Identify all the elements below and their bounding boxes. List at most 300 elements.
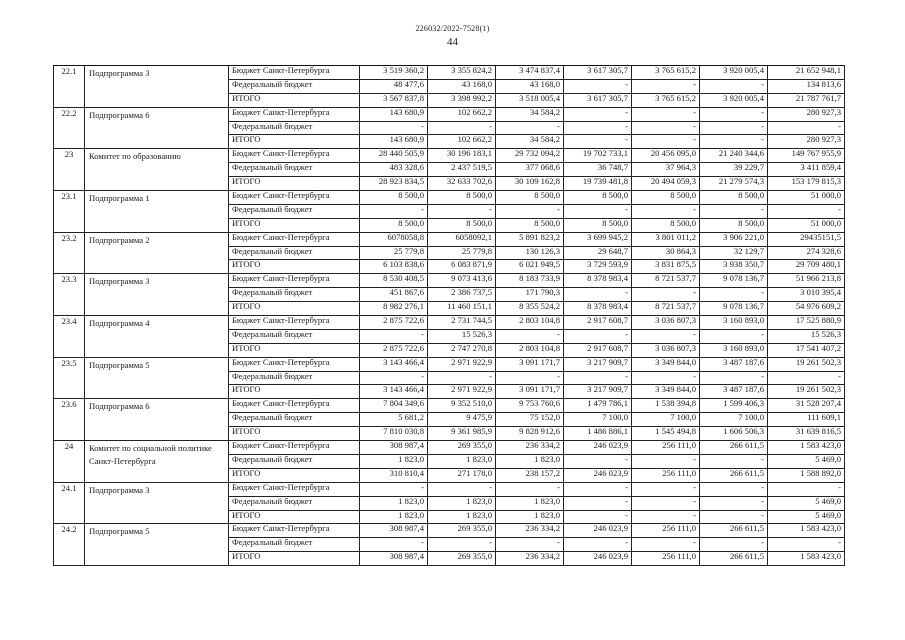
funding-source: Бюджет Санкт-Петербурга xyxy=(229,274,360,288)
value-cell: - xyxy=(564,510,632,524)
value-cell: 3 906 221,0 xyxy=(700,232,768,246)
value-cell: - xyxy=(632,204,700,218)
value-cell: - xyxy=(700,135,768,149)
funding-source: ИТОГО xyxy=(229,427,360,441)
value-cell: 5 891 823,2 xyxy=(496,232,564,246)
budget-table xyxy=(53,65,845,566)
funding-source: Федеральный бюджет xyxy=(229,538,360,552)
funding-source: ИТОГО xyxy=(229,552,360,566)
total-value-cell: 153 179 815,3 xyxy=(768,177,845,191)
value-cell: 9 361 985,9 xyxy=(428,427,496,441)
value-cell: 29 648,7 xyxy=(564,246,632,260)
value-cell: 1 823,0 xyxy=(360,496,428,510)
value-cell: 256 111,0 xyxy=(632,524,700,538)
value-cell: 2 731 744,5 xyxy=(428,316,496,330)
value-cell: - xyxy=(564,79,632,93)
funding-source: Бюджет Санкт-Петербурга xyxy=(229,524,360,538)
value-cell: 256 111,0 xyxy=(632,468,700,482)
value-cell: - xyxy=(496,329,564,343)
row-number: 23.6 xyxy=(54,399,85,441)
value-cell: 9 475,9 xyxy=(428,413,496,427)
value-cell: 1 823,0 xyxy=(360,454,428,468)
value-cell: 25 779,8 xyxy=(360,246,428,260)
program-name: Подпрограмма 6 xyxy=(85,399,229,441)
funding-source: Бюджет Санкт-Петербурга xyxy=(229,232,360,246)
value-cell: 21 279 574,3 xyxy=(700,177,768,191)
value-cell: - xyxy=(700,204,768,218)
value-cell: 75 152,0 xyxy=(496,413,564,427)
total-value-cell: 51 966 213,8 xyxy=(768,274,845,288)
program-name: Подпрограмма 5 xyxy=(85,357,229,399)
total-value-cell: 1 583 423,0 xyxy=(768,441,845,455)
value-cell: 3 938 350,7 xyxy=(700,260,768,274)
value-cell: - xyxy=(700,371,768,385)
value-cell: 1 823,0 xyxy=(428,510,496,524)
value-cell: 236 334,2 xyxy=(496,552,564,566)
page-number: 44 xyxy=(447,36,458,48)
total-value-cell: - xyxy=(768,538,845,552)
value-cell: 102 662,2 xyxy=(428,107,496,121)
funding-source: Федеральный бюджет xyxy=(229,496,360,510)
row-number: 24.2 xyxy=(54,524,85,566)
value-cell: 34 584,2 xyxy=(496,107,564,121)
value-cell: 8 721 537,7 xyxy=(632,274,700,288)
value-cell: - xyxy=(360,329,428,343)
value-cell: - xyxy=(700,496,768,510)
total-value-cell: 111 609,1 xyxy=(768,413,845,427)
value-cell: 246 023,9 xyxy=(564,524,632,538)
value-cell: 171 790,3 xyxy=(496,288,564,302)
value-cell: 1 599 406,3 xyxy=(700,399,768,413)
funding-source: Федеральный бюджет xyxy=(229,246,360,260)
value-cell: 3 091 171,7 xyxy=(496,385,564,399)
value-cell: 2 971 922,9 xyxy=(428,385,496,399)
value-cell: 3 349 844,0 xyxy=(632,385,700,399)
value-cell: 143 680,9 xyxy=(360,107,428,121)
value-cell: 8 500,0 xyxy=(496,218,564,232)
value-cell: - xyxy=(632,79,700,93)
value-cell: 3 765 615,2 xyxy=(632,93,700,107)
program-name: Подпрограмма 5 xyxy=(85,524,229,566)
value-cell: 266 611,5 xyxy=(700,441,768,455)
total-value-cell: 31 639 816,5 xyxy=(768,427,845,441)
value-cell: 11 460 151,1 xyxy=(428,302,496,316)
value-cell: - xyxy=(496,371,564,385)
value-cell: - xyxy=(428,371,496,385)
value-cell: 8 530 408,5 xyxy=(360,274,428,288)
value-cell: 1 479 786,1 xyxy=(564,399,632,413)
value-cell: 377 068,6 xyxy=(496,163,564,177)
value-cell: 3 036 807,3 xyxy=(632,343,700,357)
value-cell: 39 229,7 xyxy=(700,163,768,177)
value-cell: - xyxy=(564,538,632,552)
funding-source: Федеральный бюджет xyxy=(229,121,360,135)
value-cell: 1 823,0 xyxy=(428,496,496,510)
value-cell: - xyxy=(360,204,428,218)
value-cell: 8 378 983,4 xyxy=(564,274,632,288)
value-cell: 34 584,2 xyxy=(496,135,564,149)
value-cell: - xyxy=(700,107,768,121)
value-cell: 2 747 270,8 xyxy=(428,343,496,357)
value-cell: 3 349 844,0 xyxy=(632,357,700,371)
table-row xyxy=(54,107,845,121)
value-cell: 256 111,0 xyxy=(632,552,700,566)
value-cell: - xyxy=(700,454,768,468)
row-number: 23.5 xyxy=(54,357,85,399)
table-row xyxy=(54,399,845,413)
value-cell: 6 083 871,9 xyxy=(428,260,496,274)
funding-source: Бюджет Санкт-Петербурга xyxy=(229,441,360,455)
value-cell: 3 143 466,4 xyxy=(360,385,428,399)
value-cell: 246 023,9 xyxy=(564,441,632,455)
funding-source: Федеральный бюджет xyxy=(229,288,360,302)
funding-source: Бюджет Санкт-Петербурга xyxy=(229,66,360,80)
row-number: 24.1 xyxy=(54,482,85,524)
value-cell: 8 500,0 xyxy=(428,191,496,205)
value-cell: 7 100,0 xyxy=(632,413,700,427)
value-cell: 269 355,0 xyxy=(428,441,496,455)
value-cell: - xyxy=(700,79,768,93)
program-name: Подпрограмма 2 xyxy=(85,232,229,274)
value-cell: - xyxy=(564,496,632,510)
value-cell: 2 803 104,8 xyxy=(496,343,564,357)
program-name: Подпрограмма 1 xyxy=(85,191,229,233)
value-cell: - xyxy=(632,371,700,385)
value-cell: 3 487 187,6 xyxy=(700,357,768,371)
value-cell: 3 831 875,5 xyxy=(632,260,700,274)
value-cell: 25 779,8 xyxy=(428,246,496,260)
funding-source: Федеральный бюджет xyxy=(229,329,360,343)
value-cell: 30 864,3 xyxy=(632,246,700,260)
funding-source: Федеральный бюджет xyxy=(229,163,360,177)
value-cell: - xyxy=(632,329,700,343)
value-cell: 3 217 909,7 xyxy=(564,385,632,399)
value-cell: - xyxy=(632,288,700,302)
total-value-cell: 1 588 892,0 xyxy=(768,468,845,482)
value-cell: - xyxy=(496,121,564,135)
table-row xyxy=(54,316,845,330)
value-cell: 1 823,0 xyxy=(496,454,564,468)
value-cell: 8 500,0 xyxy=(564,191,632,205)
funding-source: Федеральный бюджет xyxy=(229,204,360,218)
value-cell: 9 352 510,0 xyxy=(428,399,496,413)
funding-source: Бюджет Санкт-Петербурга xyxy=(229,316,360,330)
value-cell: 130 126,3 xyxy=(496,246,564,260)
value-cell: 8 500,0 xyxy=(496,191,564,205)
value-cell: 7 100,0 xyxy=(564,413,632,427)
value-cell: 451 867,6 xyxy=(360,288,428,302)
total-value-cell: - xyxy=(768,482,845,496)
value-cell: 143 680,9 xyxy=(360,135,428,149)
value-cell: 7 804 349,6 xyxy=(360,399,428,413)
value-cell: 3 617 305,7 xyxy=(564,66,632,80)
value-cell: 2 971 922,9 xyxy=(428,357,496,371)
value-cell: 3 518 005,4 xyxy=(496,93,564,107)
value-cell: 1 486 886,1 xyxy=(564,427,632,441)
value-cell: 3 920 005,4 xyxy=(700,66,768,80)
value-cell: - xyxy=(700,482,768,496)
funding-source: ИТОГО xyxy=(229,135,360,149)
row-number: 24 xyxy=(54,441,85,483)
value-cell: - xyxy=(428,482,496,496)
value-cell: 3 699 945,2 xyxy=(564,232,632,246)
value-cell: 483 328,6 xyxy=(360,163,428,177)
funding-source: ИТОГО xyxy=(229,385,360,399)
value-cell: 3 355 824,2 xyxy=(428,66,496,80)
funding-source: ИТОГО xyxy=(229,510,360,524)
value-cell: 15 526,3 xyxy=(428,329,496,343)
value-cell: - xyxy=(564,454,632,468)
value-cell: - xyxy=(632,510,700,524)
value-cell: - xyxy=(700,121,768,135)
total-value-cell: 274 328,6 xyxy=(768,246,845,260)
value-cell: - xyxy=(564,482,632,496)
value-cell: 21 240 344,6 xyxy=(700,149,768,163)
funding-source: Бюджет Санкт-Петербурга xyxy=(229,399,360,413)
value-cell: 1 823,0 xyxy=(360,510,428,524)
value-cell: 8 500,0 xyxy=(632,218,700,232)
value-cell: 3 617 305,7 xyxy=(564,93,632,107)
value-cell: 266 611,5 xyxy=(700,552,768,566)
value-cell: - xyxy=(632,107,700,121)
value-cell: 6078058,8 xyxy=(360,232,428,246)
value-cell: - xyxy=(632,496,700,510)
value-cell: 310 810,4 xyxy=(360,468,428,482)
value-cell: 8 500,0 xyxy=(360,191,428,205)
value-cell: 1 823,0 xyxy=(496,496,564,510)
total-value-cell: 1 583 423,0 xyxy=(768,552,845,566)
value-cell: 1 545 494,8 xyxy=(632,427,700,441)
funding-source: Федеральный бюджет xyxy=(229,79,360,93)
value-cell: - xyxy=(564,329,632,343)
funding-source: ИТОГО xyxy=(229,177,360,191)
value-cell: - xyxy=(428,538,496,552)
value-cell: - xyxy=(564,371,632,385)
value-cell: - xyxy=(700,329,768,343)
value-cell: 1 538 394,8 xyxy=(632,399,700,413)
total-value-cell: 134 813,6 xyxy=(768,79,845,93)
value-cell: 1 606 506,3 xyxy=(700,427,768,441)
program-name: Подпрограмма 3 xyxy=(85,66,229,108)
value-cell: 102 662,2 xyxy=(428,135,496,149)
value-cell: - xyxy=(564,107,632,121)
value-cell: - xyxy=(564,204,632,218)
value-cell: - xyxy=(360,371,428,385)
value-cell: 8 500,0 xyxy=(564,218,632,232)
row-number: 23.1 xyxy=(54,191,85,233)
total-value-cell: 17 541 407,2 xyxy=(768,343,845,357)
value-cell: 2 437 519,5 xyxy=(428,163,496,177)
row-number: 23 xyxy=(54,149,85,191)
value-cell: 29 732 094,2 xyxy=(496,149,564,163)
value-cell: 7 810 030,8 xyxy=(360,427,428,441)
value-cell: 8 500,0 xyxy=(700,218,768,232)
value-cell: - xyxy=(632,538,700,552)
row-number: 23.3 xyxy=(54,274,85,316)
value-cell: 3 398 992,2 xyxy=(428,93,496,107)
funding-source: ИТОГО xyxy=(229,302,360,316)
value-cell: - xyxy=(428,204,496,218)
value-cell: 32 129,7 xyxy=(700,246,768,260)
value-cell: 308 987,4 xyxy=(360,441,428,455)
value-cell: 3 801 011,2 xyxy=(632,232,700,246)
value-cell: 28 923 834,5 xyxy=(360,177,428,191)
value-cell: 2 917 608,7 xyxy=(564,343,632,357)
total-value-cell: 1 583 423,0 xyxy=(768,524,845,538)
value-cell: 308 987,4 xyxy=(360,524,428,538)
value-cell: 7 100,0 xyxy=(700,413,768,427)
value-cell: 3 160 893,0 xyxy=(700,343,768,357)
value-cell: 2 875 722,6 xyxy=(360,343,428,357)
funding-source: ИТОГО xyxy=(229,93,360,107)
total-value-cell: - xyxy=(768,121,845,135)
value-cell: - xyxy=(564,121,632,135)
value-cell: 3 091 171,7 xyxy=(496,357,564,371)
value-cell: - xyxy=(564,135,632,149)
row-number: 22.2 xyxy=(54,107,85,149)
value-cell: 6 021 949,5 xyxy=(496,260,564,274)
value-cell: 269 355,0 xyxy=(428,552,496,566)
total-value-cell: 280 927,3 xyxy=(768,135,845,149)
funding-source: Федеральный бюджет xyxy=(229,371,360,385)
value-cell: 246 023,9 xyxy=(564,468,632,482)
value-cell: 3 729 593,9 xyxy=(564,260,632,274)
total-value-cell: 29435151,5 xyxy=(768,232,845,246)
value-cell: 3 036 807,3 xyxy=(632,316,700,330)
total-value-cell: 19 261 502,3 xyxy=(768,385,845,399)
value-cell: 20 494 059,3 xyxy=(632,177,700,191)
table-row xyxy=(54,357,845,371)
value-cell: 266 611,5 xyxy=(700,468,768,482)
value-cell: 6058092,1 xyxy=(428,232,496,246)
budget-table-body xyxy=(54,66,845,566)
value-cell: 308 987,4 xyxy=(360,552,428,566)
funding-source: Бюджет Санкт-Петербурга xyxy=(229,357,360,371)
row-number: 23.4 xyxy=(54,316,85,358)
value-cell: 5 681,2 xyxy=(360,413,428,427)
value-cell: - xyxy=(360,482,428,496)
row-number: 23.2 xyxy=(54,232,85,274)
value-cell: 8 721 537,7 xyxy=(632,302,700,316)
funding-source: ИТОГО xyxy=(229,468,360,482)
funding-source: ИТОГО xyxy=(229,343,360,357)
total-value-cell: 17 525 880,9 xyxy=(768,316,845,330)
table-row xyxy=(54,274,845,288)
value-cell: 236 334,2 xyxy=(496,441,564,455)
value-cell: 9 073 413,6 xyxy=(428,274,496,288)
value-cell: 8 500,0 xyxy=(700,191,768,205)
value-cell: 3 765 615,2 xyxy=(632,66,700,80)
value-cell: 9 828 912,6 xyxy=(496,427,564,441)
value-cell: 1 823,0 xyxy=(496,510,564,524)
value-cell: 2 917 608,7 xyxy=(564,316,632,330)
value-cell: - xyxy=(632,454,700,468)
total-value-cell: 3 411 859,4 xyxy=(768,163,845,177)
value-cell: 2 803 104,8 xyxy=(496,316,564,330)
total-value-cell: 21 652 948,1 xyxy=(768,66,845,80)
funding-source: Бюджет Санкт-Петербурга xyxy=(229,149,360,163)
table-row xyxy=(54,191,845,205)
program-name: Подпрограмма 3 xyxy=(85,274,229,316)
total-value-cell: 51 000,0 xyxy=(768,191,845,205)
value-cell: 9 078 136,7 xyxy=(700,274,768,288)
value-cell: 2 386 737,5 xyxy=(428,288,496,302)
value-cell: 3 217 909,7 xyxy=(564,357,632,371)
value-cell: 30 196 183,1 xyxy=(428,149,496,163)
total-value-cell: 149 767 955,9 xyxy=(768,149,845,163)
value-cell: - xyxy=(496,538,564,552)
value-cell: 3 474 837,4 xyxy=(496,66,564,80)
value-cell: - xyxy=(632,482,700,496)
value-cell: 238 157,2 xyxy=(496,468,564,482)
value-cell: 43 168,0 xyxy=(496,79,564,93)
value-cell: 3 160 893,0 xyxy=(700,316,768,330)
value-cell: 32 633 702,6 xyxy=(428,177,496,191)
value-cell: 9 753 760,6 xyxy=(496,399,564,413)
value-cell: - xyxy=(700,538,768,552)
value-cell: - xyxy=(496,482,564,496)
total-value-cell: 5 469,0 xyxy=(768,496,845,510)
value-cell: 3 519 360,2 xyxy=(360,66,428,80)
row-number: 22.1 xyxy=(54,66,85,108)
funding-source: ИТОГО xyxy=(229,218,360,232)
total-value-cell: 5 469,0 xyxy=(768,510,845,524)
value-cell: - xyxy=(700,510,768,524)
value-cell: 2 875 722,6 xyxy=(360,316,428,330)
value-cell: 8 355 524,2 xyxy=(496,302,564,316)
table-row xyxy=(54,524,845,538)
funding-source: Бюджет Санкт-Петербурга xyxy=(229,191,360,205)
program-name: Подпрограмма 6 xyxy=(85,107,229,149)
value-cell: - xyxy=(496,204,564,218)
value-cell: 30 109 162,8 xyxy=(496,177,564,191)
funding-source: Федеральный бюджет xyxy=(229,454,360,468)
total-value-cell: 3 010 395,4 xyxy=(768,288,845,302)
value-cell: 8 183 733,9 xyxy=(496,274,564,288)
total-value-cell: 31 528 207,4 xyxy=(768,399,845,413)
value-cell: 3 920 005,4 xyxy=(700,93,768,107)
value-cell: 8 500,0 xyxy=(360,218,428,232)
total-value-cell: 19 261 502,3 xyxy=(768,357,845,371)
value-cell: 246 023,9 xyxy=(564,552,632,566)
program-name: Подпрограмма 3 xyxy=(85,482,229,524)
table-row xyxy=(54,441,845,455)
value-cell: 9 078 136,7 xyxy=(700,302,768,316)
total-value-cell: 29 709 480,1 xyxy=(768,260,845,274)
value-cell: - xyxy=(360,121,428,135)
value-cell: - xyxy=(700,288,768,302)
value-cell: 36 748,7 xyxy=(564,163,632,177)
value-cell: 236 334,2 xyxy=(496,524,564,538)
value-cell: - xyxy=(632,135,700,149)
total-value-cell: 21 787 761,7 xyxy=(768,93,845,107)
value-cell: 19 739 481,8 xyxy=(564,177,632,191)
value-cell: 48 477,6 xyxy=(360,79,428,93)
total-value-cell: 51 000,0 xyxy=(768,218,845,232)
value-cell: 271 178,0 xyxy=(428,468,496,482)
funding-source: ИТОГО xyxy=(229,260,360,274)
value-cell: 20 456 095,0 xyxy=(632,149,700,163)
value-cell: - xyxy=(428,121,496,135)
value-cell: - xyxy=(632,121,700,135)
table-row xyxy=(54,149,845,163)
total-value-cell: 280 927,3 xyxy=(768,107,845,121)
program-name: Комитет по образованию xyxy=(85,149,229,191)
table-row xyxy=(54,66,845,80)
value-cell: 3 567 837,8 xyxy=(360,93,428,107)
program-name: Подпрограмма 4 xyxy=(85,316,229,358)
value-cell: 37 964,3 xyxy=(632,163,700,177)
